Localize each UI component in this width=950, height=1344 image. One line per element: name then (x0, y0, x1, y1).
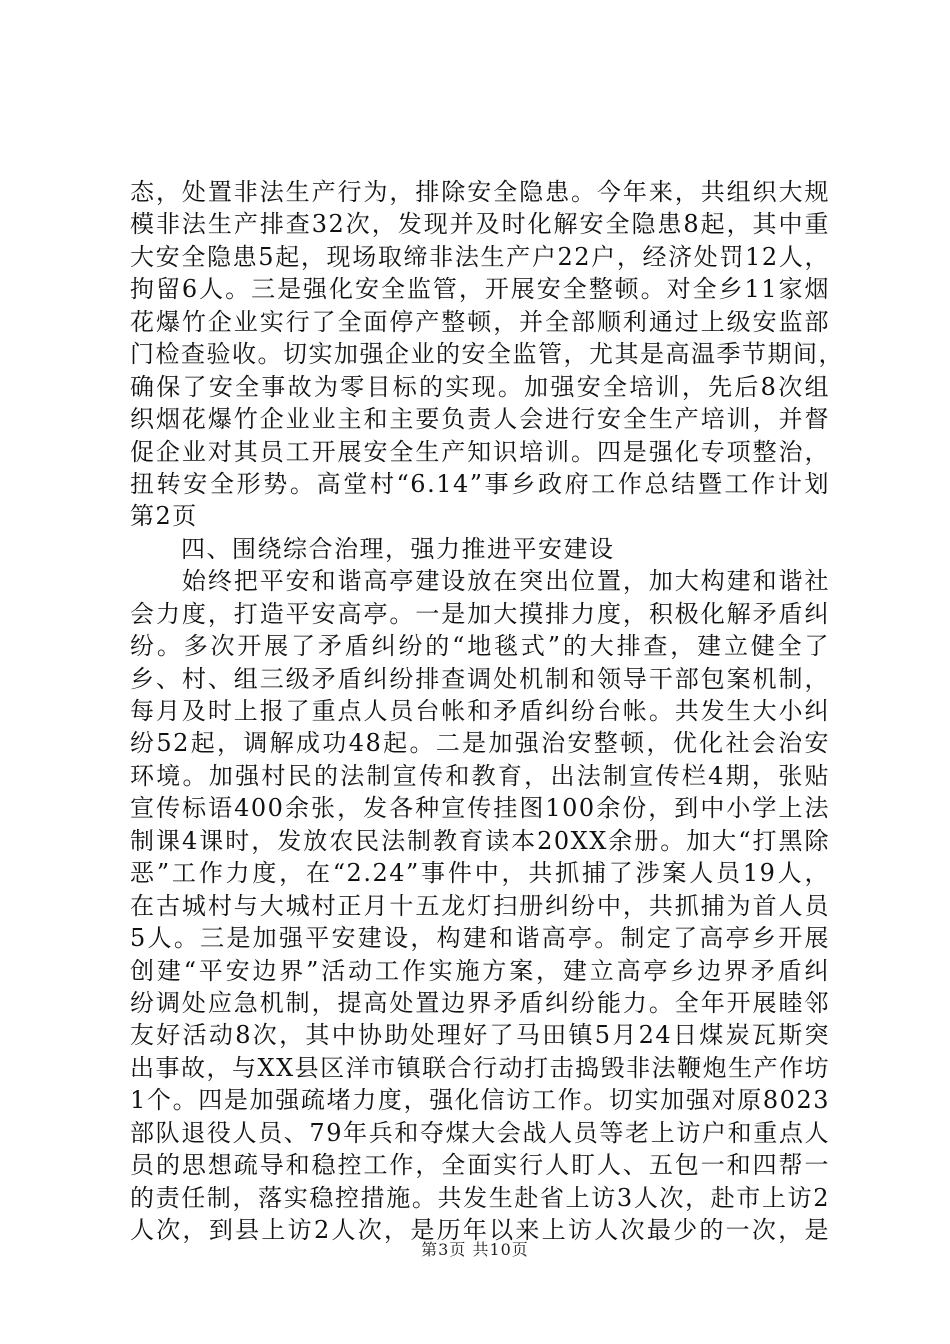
text-line: 促企业对其员工开展安全生产知识培训。四是强化专项整治， (130, 437, 830, 466)
text-line: 每月及时上报了重点人员台帐和矛盾纠纷台帐。共发生大小纠 (130, 697, 830, 725)
text-line: 宣传标语400余张，发各种宣传挂图100余份，到中小学上法 (130, 794, 830, 823)
text-line: 态，处置非法生产行为，排除安全隐患。今年来，共组织大规 (130, 178, 830, 206)
page-number-footer: 第3页 共10页 (421, 1240, 529, 1259)
text-line: 恶”工作力度，在“2.24”事件中，共抓捕了涉案人员19人， (130, 859, 830, 888)
text-line: 员的思想疏导和稳控工作，全面实行人盯人、五包一和四帮一 (130, 1151, 830, 1180)
text-line: 5人。三是加强平安建设，构建和谐高亭。制定了高亭乡开展 (130, 924, 830, 953)
text-line: 创建“平安边界”活动工作实施方案，建立高亭乡边界矛盾纠 (130, 956, 830, 985)
text-line: 拘留6人。三是强化安全监管，开展安全整顿。对全乡11家烟 (130, 275, 830, 304)
text-line: 1个。四是加强疏堵力度，强化信访工作。切实加强对原8023 (130, 1086, 830, 1115)
text-line: 纷。多次开展了矛盾纠纷的“地毯式”的大排查，建立健全了 (130, 632, 830, 661)
text-line: 确保了安全事故为零目标的实现。加强安全培训，先后8次组 (130, 372, 830, 401)
section-heading: 四、围绕综合治理，强力推进平安建设 (130, 534, 615, 563)
text-line: 扭转安全形势。高堂村“6.14”事乡政府工作总结暨工作计划 (130, 469, 830, 498)
text-line: 纷调处应急机制，提高处置边界矛盾纠纷能力。全年开展睦邻 (130, 988, 830, 1017)
text-line: 模非法生产排查32次，发现并及时化解安全隐患8起，其中重 (130, 210, 830, 239)
text-line: 大安全隐患5起，现场取缔非法生产户22户，经济处罚12人， (130, 242, 830, 271)
text-line: 织烟花爆竹企业业主和主要负责人会进行安全生产培训，并督 (130, 405, 830, 434)
text-line: 人次，到县上访2人次，是历年以来上访人次最少的一次，是 (130, 1216, 830, 1244)
text-line: 的责任制，落实稳控措施。共发生赴省上访3人次，赴市上访2 (130, 1183, 830, 1212)
text-line: 会力度，打造平安高亭。一是加大摸排力度，积极化解矛盾纠 (130, 599, 830, 628)
text-line: 友好活动8次，其中协助处理好了马田镇5月24日煤炭瓦斯突 (130, 1021, 830, 1050)
text-line: 出事故，与XX县区洋市镇联合行动打击捣毁非法鞭炮生产作坊 (130, 1053, 831, 1082)
text-line: 门检查验收。切实加强企业的安全监管，尤其是高温季节期间， (130, 340, 844, 369)
body-text (130, 176, 844, 1246)
text-line: 环境。加强村民的法制宣传和教育，出法制宣传栏4期，张贴 (130, 761, 830, 790)
text-line: 乡、村、组三级矛盾纠纷排查调处机制和领导干部包案机制， (130, 664, 830, 693)
text-line: 花爆竹企业实行了全面停产整顿，并全部顺利通过上级安监部 (130, 307, 830, 336)
text-line: 第2页 (130, 502, 198, 531)
text-line: 部队退役人员、79年兵和夺煤大会战人员等老上访户和重点人 (130, 1118, 830, 1147)
text-line: 始终把平安和谐高亭建设放在突出位置，加大构建和谐社 (130, 567, 830, 596)
text-line: 在古城村与大城村正月十五龙灯扫册纠纷中，共抓捕为首人员 (130, 891, 830, 920)
text-line: 纷52起，调解成功48起。二是加强治安整顿，优化社会治安 (130, 729, 830, 758)
text-line: 制课4课时，发放农民法制教育读本20XX余册。加大“打黑除 (130, 826, 830, 855)
